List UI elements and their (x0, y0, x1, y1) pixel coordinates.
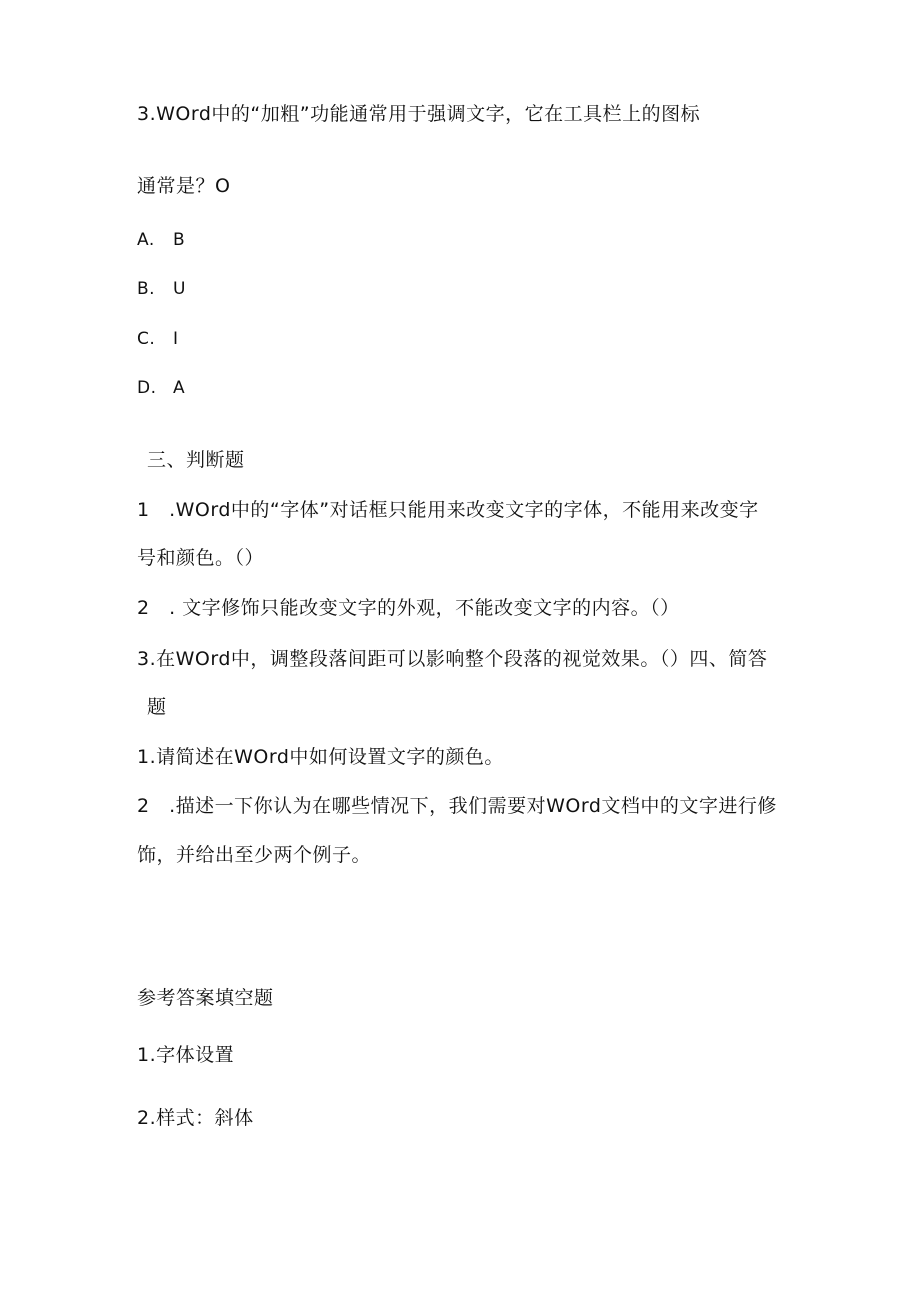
option-b (137, 277, 186, 301)
option-a-letter: A. (137, 230, 155, 250)
option-b-text: U (173, 279, 186, 299)
judgement-q1-line-1: 1 .WOrd中的“字体”对话框只能用来改变文字的字体，不能用来改变字 (137, 499, 759, 521)
option-d-letter: D. (137, 378, 157, 398)
option-a-text: B (173, 230, 186, 250)
short-answer-q2-line-1: 2 .描述一下你认为在哪些情况下，我们需要对WOrd文档中的文字进行修 (137, 795, 777, 817)
judgement-q1-line-2: 号和颜色。（） (137, 547, 265, 569)
short-answer-q1: 1.请简述在WOrd中如何设置文字的颜色。 (137, 746, 504, 768)
answer-1: 1.字体设置 (137, 1044, 235, 1066)
short-answer-q2-line-2: 饰，并给出至少两个例子。 (137, 844, 372, 866)
option-b-letter: B. (137, 279, 156, 299)
section-3-heading: 三、判断题 (147, 449, 245, 471)
answer-2: 2.样式：斜体 (137, 1107, 254, 1129)
judgement-q3-line-2: 题 (147, 696, 167, 718)
question-3-line-1: 3.WOrd中的“加粗”功能通常用于强调文字，它在工具栏上的图标 (137, 103, 701, 125)
option-c-letter: C. (137, 329, 156, 349)
judgement-q2: 2 . 文字修饰只能改变文字的外观，不能改变文字的内容。（） (137, 597, 680, 619)
option-a (137, 228, 185, 252)
option-c (137, 327, 179, 351)
judgement-q3-line-1: 3.在WOrd中，调整段落间距可以影响整个段落的视觉效果。（）四、简答 (137, 648, 768, 670)
option-d-text: A (173, 378, 186, 398)
answers-heading: 参考答案填空题 (137, 987, 274, 1009)
option-c-text: I (173, 329, 179, 349)
option-d (137, 376, 185, 400)
question-3-line-2: 通常是？O (137, 175, 231, 197)
